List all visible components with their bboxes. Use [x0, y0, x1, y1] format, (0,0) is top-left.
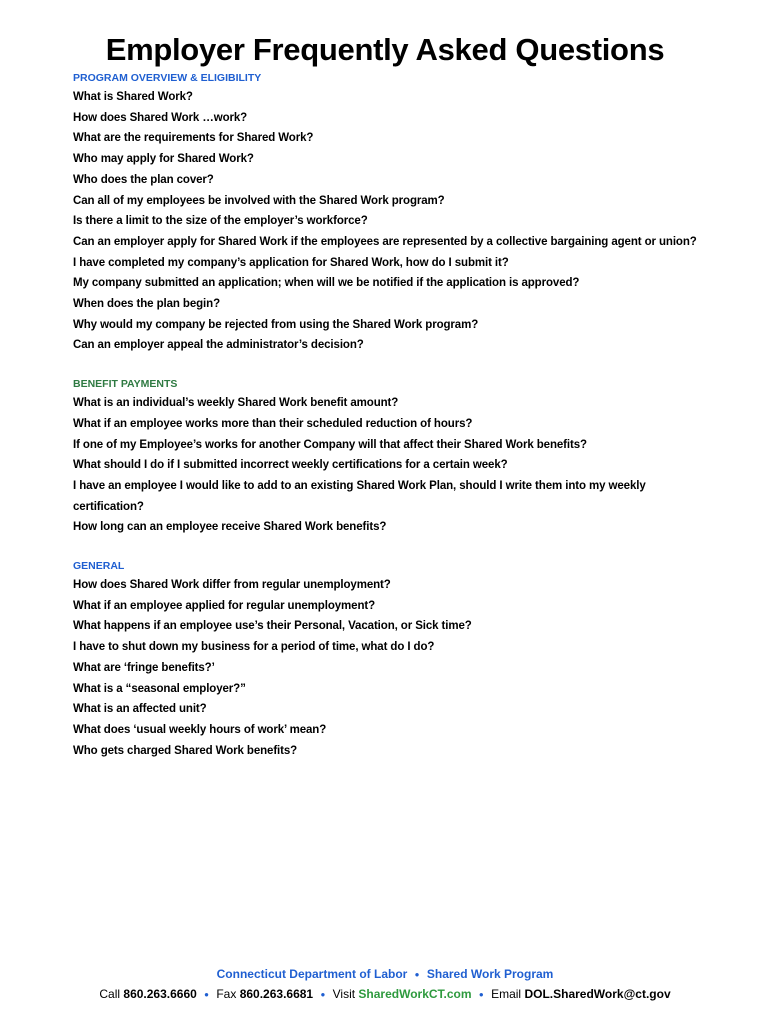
faq-question: Is there a limit to the size of the employer’s workforce? — [73, 215, 368, 228]
faq-question: How does Shared Work …work? — [73, 111, 248, 124]
website-link[interactable]: SharedWorkCT.com — [358, 987, 472, 1001]
section-heading: GENERAL — [73, 560, 125, 573]
bullet-icon: ● — [414, 969, 420, 979]
section-program-overview — [73, 70, 713, 356]
faq-question: Who gets charged Shared Work benefits? — [73, 744, 298, 757]
footer-contact-line — [0, 984, 770, 1005]
section-spacer — [73, 538, 713, 558]
faq-question: I have an employee I would like to add to an existing Shared Work Plan, should I write them into my weekly certification? — [73, 479, 646, 513]
section-spacer — [73, 356, 713, 376]
faq-question: What is Shared Work? — [73, 91, 193, 103]
faq-question: What happens if an employee use’s their Personal, Vacation, or Sick time? — [73, 620, 472, 633]
faq-question: I have completed my company’s application for Shared Work, how do I submit it? — [73, 256, 509, 269]
fax-label: Fax — [216, 987, 237, 1001]
faq-question: If one of my Employee’s works for another Company will that affect their Shared Work benefits? — [73, 438, 587, 451]
faq-question: What are the requirements for Shared Work? — [73, 132, 314, 145]
faq-question: What is a “seasonal employer?” — [73, 682, 246, 695]
bullet-icon: ● — [204, 989, 209, 999]
faq-question: Can an employer apply for Shared Work if the employees are represented by a collective bargaining agent or union? — [73, 235, 697, 248]
email-label: Email — [491, 987, 522, 1001]
section-heading: PROGRAM OVERVIEW & ELIGIBILITY — [73, 72, 262, 84]
phone-number: 860.263.6660 — [123, 987, 197, 1001]
faq-question: Why would my company be rejected from using the Shared Work program? — [73, 318, 479, 331]
faq-question: What if an employee applied for regular unemployment? — [73, 599, 376, 612]
footer-org-line — [0, 964, 770, 985]
section-benefit-payments — [73, 376, 713, 538]
faq-question: What is an affected unit? — [73, 703, 207, 716]
bullet-icon: ● — [320, 989, 326, 999]
faq-question: When does the plan begin? — [73, 298, 221, 311]
footer-program: Shared Work Program — [426, 967, 554, 981]
section-heading: BENEFIT PAYMENTS — [73, 378, 178, 391]
fax-number: 860.263.6681 — [239, 987, 314, 1001]
footer-org: Connecticut Department of Labor — [216, 967, 408, 981]
faq-question: My company submitted an application; when will we be notified if the application is approved? — [73, 277, 580, 290]
page-title: Employer Frequently Asked Questions — [105, 32, 665, 67]
faq-question: Can all of my employees be involved with the Shared Work program? — [73, 194, 445, 207]
faq-question: Who does the plan cover? — [73, 173, 214, 186]
faq-question: How long can an employee receive Shared Work benefits? — [73, 521, 387, 534]
faq-question: I have to shut down my business for a period of time, what do I do? — [73, 641, 435, 654]
faq-question: How does Shared Work differ from regular unemployment? — [73, 579, 391, 592]
faq-question: What is an individual’s weekly Shared Work benefit amount? — [73, 397, 399, 410]
faq-question: What are ‘fringe benefits?’ — [73, 661, 215, 674]
email-link[interactable]: DOL.SharedWork@ct.gov — [524, 987, 671, 1001]
faq-question: What does ‘usual weekly hours of work’ mean? — [73, 723, 327, 736]
faq-question: What if an employee works more than their scheduled reduction of hours? — [73, 417, 473, 430]
faq-question: Can an employer appeal the administrator’s decision? — [73, 339, 364, 352]
faq-question: Who may apply for Shared Work? — [73, 153, 254, 166]
call-label: Call — [99, 987, 121, 1001]
visit-label: Visit — [332, 987, 356, 1001]
bullet-icon: ● — [478, 989, 484, 999]
faq-question: What should I do if I submitted incorrect weekly certifications for a certain week? — [73, 459, 508, 472]
section-general — [73, 558, 713, 761]
faq-content — [73, 70, 713, 761]
